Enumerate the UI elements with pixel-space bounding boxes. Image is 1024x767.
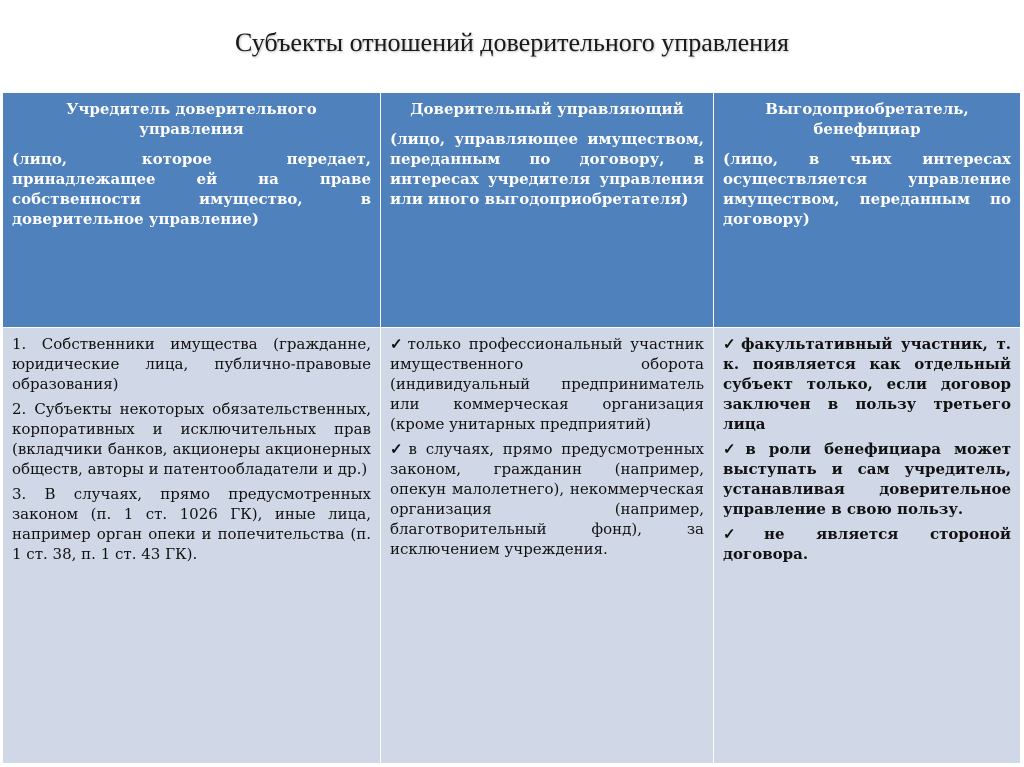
- body-cell-trustee: [381, 328, 714, 764]
- list-item: ✓ в случаях, прямо предусмотренных законом, гражданин (например, опекун малолетнего), некоммерческая организация (например, благотворительный фонд), за исключением учреждения.: [390, 439, 704, 559]
- body-row: [3, 328, 1021, 764]
- list-item: ✓ не является стороной договора.: [723, 524, 1011, 564]
- list-item: ✓ в роли бенефициара может выступать и сам учредитель, устанавливая доверительное управление в свою пользу.: [723, 439, 1011, 519]
- header-cell-beneficiary: [714, 93, 1021, 328]
- list-item: ✓ только профессиональный участник имущественного оборота (индивидуальный предприниматель или коммерческая организация (кроме унитарных предприятий): [390, 334, 704, 434]
- slide-title: Субъекты отношений доверительного управления: [235, 28, 789, 57]
- header-desc-founder: (лицо, которое передает, принадлежащее ей на праве собственности имущество, в доверительное управление): [12, 150, 371, 228]
- header-cell-trustee: [381, 93, 714, 328]
- header-title-beneficiary: Выгодоприобретатель, бенефициар: [765, 100, 969, 138]
- list-item: 3. В случаях, прямо предусмотренных законом (п. 1 ст. 1026 ГК), иные лица, например орган опеки и попечительства (п. 1 ст. 38, п. 1 ст. 43 ГК).: [12, 485, 371, 563]
- header-title-founder: Учредитель доверительного управления: [66, 100, 317, 138]
- header-title-trustee: Доверительный управляющий: [410, 100, 684, 118]
- body-cell-founder: [3, 328, 381, 764]
- list-item: 1. Собственники имущества (гражданне, юридические лица, публично-правовые образования): [12, 335, 371, 393]
- list-item: ✓ факультативный участник, т. к. появляется как отдельный субъект только, если договор заключен в пользу третьего лица: [723, 334, 1011, 434]
- header-desc-trustee: (лицо, управляющее имуществом, переданным по договору, в интересах учредителя управления или иного выгодоприобретателя): [390, 130, 704, 208]
- header-cell-founder: [3, 93, 381, 328]
- subjects-table: [2, 92, 1021, 764]
- header-row: [3, 93, 1021, 328]
- header-desc-beneficiary: (лицо, в чьих интересах осуществляется управление имуществом, переданным по договору): [723, 150, 1011, 228]
- list-item: 2. Субъекты некоторых обязательственных, корпоративных и исключительных прав (вкладчики банков, акционеры акционерных обществ, авторы и патентообладатели и др.): [12, 400, 371, 478]
- body-cell-beneficiary: [714, 328, 1021, 764]
